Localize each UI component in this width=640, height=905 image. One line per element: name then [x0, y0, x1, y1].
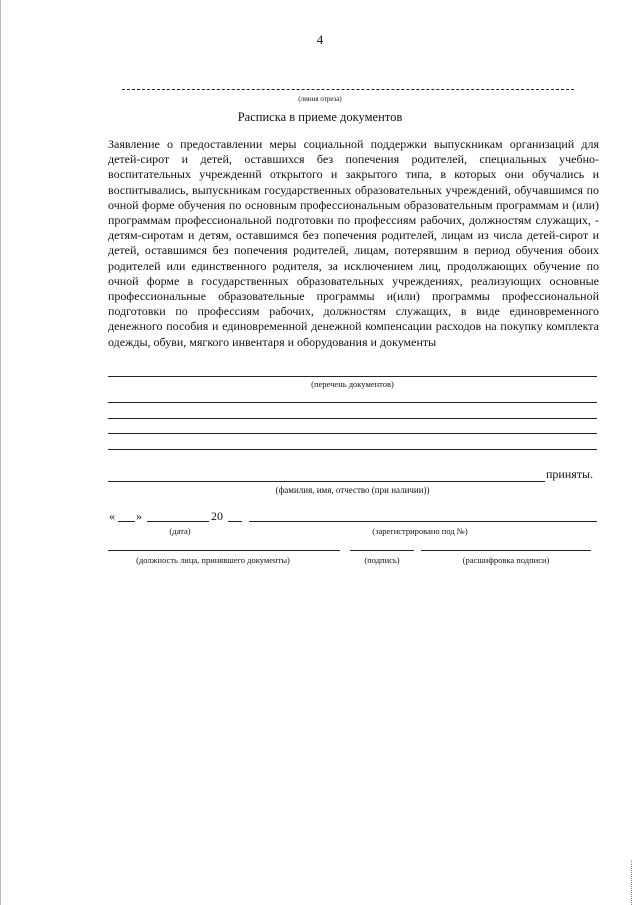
page-number: 4 [316, 32, 324, 47]
fio-line [108, 481, 545, 482]
decoding-line [421, 550, 591, 551]
documents-line-4 [108, 433, 597, 434]
date-year-line [228, 521, 242, 522]
date-open-quote: « [109, 509, 115, 523]
receipt-body-text: Заявление о предоставлении меры социальной поддержки выпускникам организаций для детей-сирот и детей, оставшихся без попечения родителей, специальных учебно-воспитательных учреждений открытого и закрытого типа, в которых они обучались и воспитывались, выпускникам государственных образовательных учреждений, обучавшимся по очной форме обучения по основным профессиональным образовательным программам и (или) программам профессиональной подготовки по профессиям рабочих, должностям служащих, - детям-сиротам и детям, оставшимся без попечения родителей, лицам из числа детей-сирот и детей, оставшимся без попечения родителей, лицам, потерявшим в период обучения обоих родителей или единственного родителя, за исключением лиц, продолжающих обучение по очной форме в государственных образовательных учреждениях, реализующих основные профессиональные образовательные программы и(или) программы профессиональной подготовки по профессиям рабочих, должностям служащих, в виде единовременного денежного пособия и единовременной денежной компенсации расходов на покупку комплекта одежды, обуви, мягкого инвентаря и оборудования и документы [108, 137, 599, 349]
scan-edge-mark [631, 860, 634, 905]
scan-left-edge [0, 0, 4, 905]
decoding-caption: (расшифровка подписи) [462, 555, 550, 565]
date-day-line [118, 521, 135, 522]
signature-line [350, 550, 414, 551]
cut-line-label: (линия отреза) [298, 95, 342, 103]
position-line [108, 550, 340, 551]
registered-caption: (зарегистрировано под №) [372, 526, 468, 536]
receipt-title: Расписка в приеме документов [237, 110, 403, 124]
fio-caption: (фамилия, имя, отчество (при наличии)) [275, 485, 430, 495]
date-caption: (дата) [169, 526, 191, 536]
accepted-word: приняты. [546, 467, 594, 481]
documents-line-5 [108, 449, 597, 450]
position-caption: (должность лица, принявшего документы) [136, 555, 290, 565]
registration-line [249, 521, 597, 522]
date-month-line [147, 521, 209, 522]
documents-line-1 [108, 376, 597, 377]
documents-line-3 [108, 418, 597, 419]
date-year-prefix: 20 [211, 509, 223, 523]
cut-line [122, 89, 574, 90]
signature-caption: (подпись) [364, 555, 400, 565]
documents-line-2 [108, 402, 597, 403]
date-close-quote: » [136, 509, 142, 523]
documents-caption: (перечень документов) [311, 379, 394, 389]
